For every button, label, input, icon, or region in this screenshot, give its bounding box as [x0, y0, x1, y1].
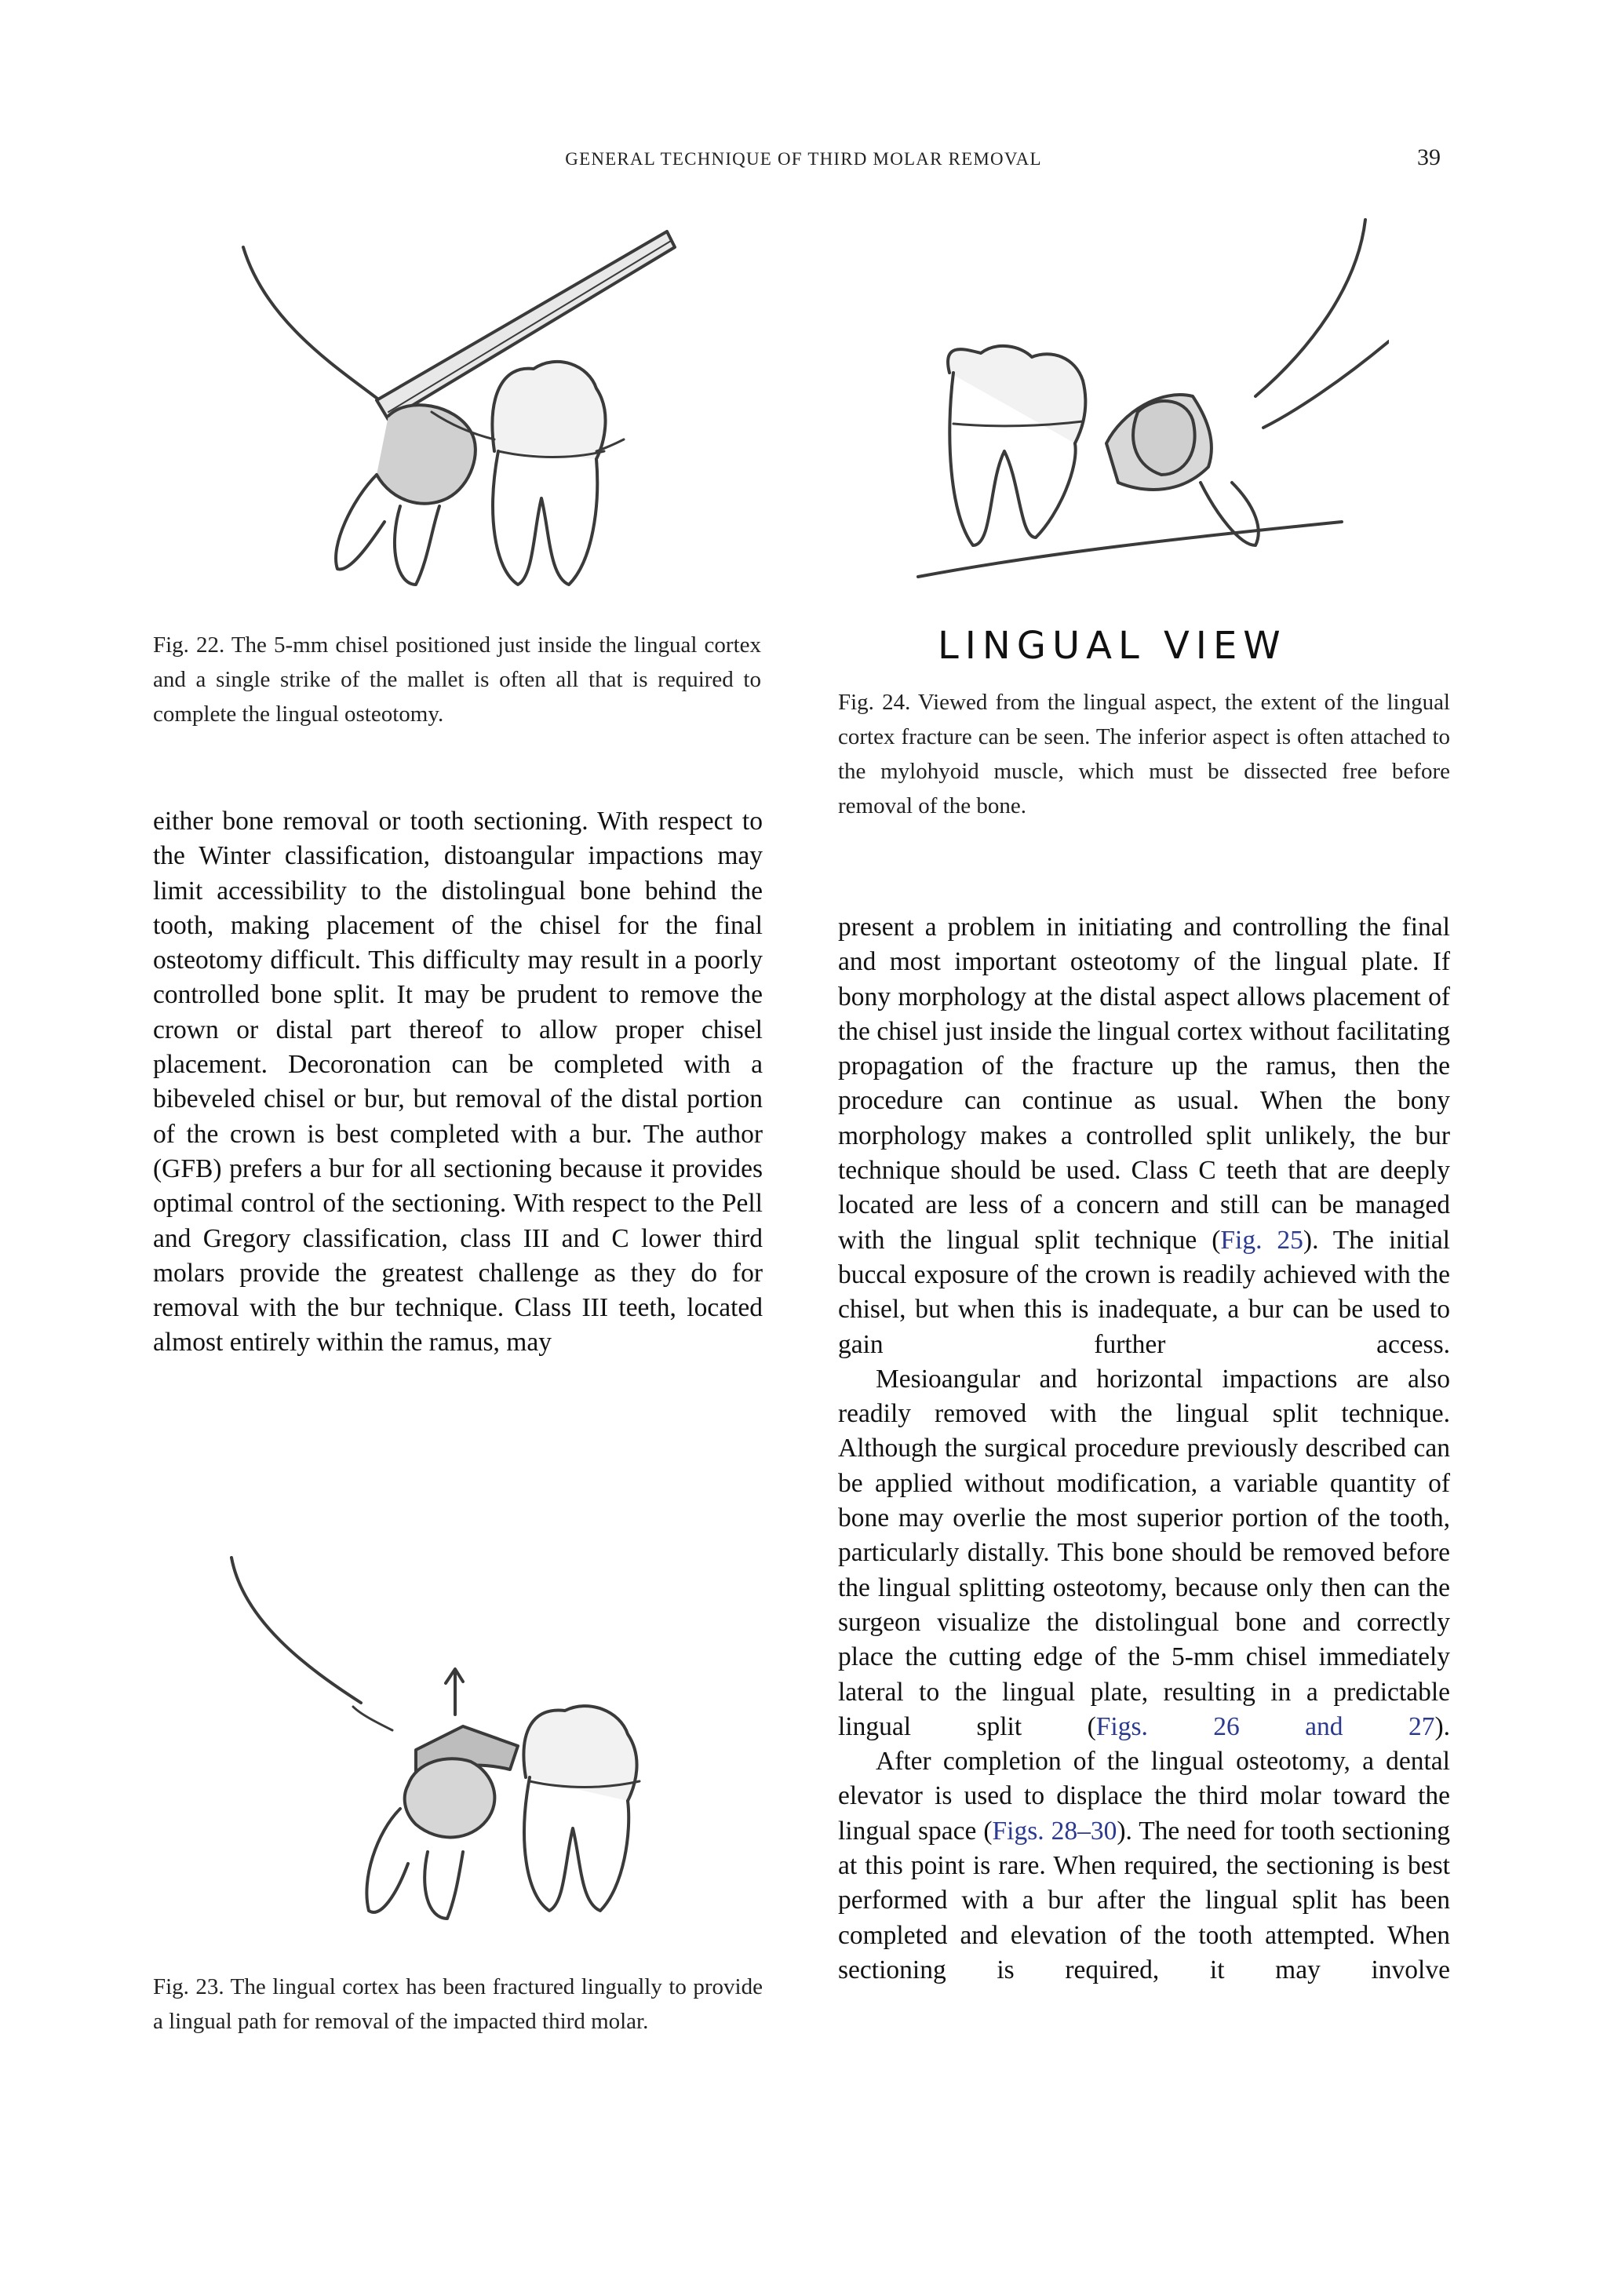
figs28-30-link[interactable]: Figs. 28–30: [992, 1816, 1117, 1846]
fig24-caption: Fig. 24. Viewed from the lingual aspect, the extent of the lingual cortex fracture can be seen. The inferior aspect is often attached to the mylohyoid muscle, which must be dissected free before removal of the bone.: [838, 690, 1450, 818]
fig25-link[interactable]: Fig. 25: [1220, 1225, 1303, 1255]
right-column-text: [838, 910, 1450, 1988]
fig24-illustration: [902, 216, 1389, 616]
p3-text-end: ). The need for tooth sectioning at this point is rare. When required, the sectioning is best performed with a bur after the lingual split has been completed and elevation of the tooth attempted. When sectioning is required, it may involve: [838, 1816, 1450, 1984]
running-head: GENERAL TECHNIQUE OF THIRD MOLAR REMOVAL: [565, 149, 1042, 169]
fig23-illustration: [220, 1550, 706, 1958]
p2-text: Mesioangular and horizontal impactions are also readily removed with the lingual split technique. Although the surgical procedure previously described can be applied without modification, a variable quantity of bone may overlie the most superior portion of the tooth, particularly distally. This bone should be removed before the lingual splitting osteotomy, because only then can the surgeon visualize the distolingual bone and correctly place the cutting edge of the 5-mm chisel immediately lateral to the lingual plate, resulting in a predictable lingual split (: [838, 1364, 1450, 1741]
fig23-caption: Fig. 23. The lingual cortex has been fractured lingually to provide a lingual path for removal of the impacted third molar.: [153, 1974, 763, 2034]
fig24-label: LINGUAL VIEW: [938, 624, 1287, 668]
p2-text-end: ).: [1434, 1711, 1450, 1741]
p3-text: After completion of the lingual osteotomy, a dental elevator is used to displace the third molar toward the lingual space (: [838, 1747, 1450, 1846]
right-paragraph-1: [838, 910, 1450, 1362]
left-column-text: [153, 804, 763, 1361]
left-paragraph: either bone removal or tooth sectioning. With respect to the Winter classification, distoangular impactions may limit accessibility to the distolingual bone behind the tooth, making placement of the chisel for the final osteotomy difficult. This difficulty may result in a poorly controlled bone split. It may be prudent to remove the crown or distal part thereof to allow proper chisel placement. Decoronation can be completed with a bibeveled chisel or bur, but removal of the distal portion of the crown is best completed with a bur. The author (GFB) prefers a bur for all sectioning because it provides optimal control of the sectioning. With respect to the Pell and Gregory classification, class III and C lower third molars provide the greatest challenge as they do for removal with the bur technique. Class III teeth, located almost entirely within the ramus, may: [153, 807, 763, 1358]
fig22-illustration: [220, 216, 706, 612]
p1-text: present a problem in initiating and controlling the final and most important osteotomy of the lingual plate. If bony morphology at the distal aspect allows placement of the chisel just inside the lingual cortex without facilitating propagation of the fracture up the ramus, then the procedure can continue as usual. When the bony morphology makes a controlled split unlikely, the bur technique should be used. Class C teeth that are deeply located are less of a concern and still can be managed with the lingual split technique (: [838, 913, 1450, 1255]
right-paragraph-2: [838, 1362, 1450, 1744]
fig22-caption: Fig. 22. The 5-mm chisel positioned just inside the lingual cortex and a single strike of the mallet is often all that is required to complete the lingual osteotomy.: [153, 632, 761, 727]
p1-text-end: ). The initial buccal exposure of the crown is readily achieved with the chisel, but when this is inadequate, a bur can be used to gain further access.: [838, 1225, 1450, 1359]
page-number: 39: [1417, 144, 1441, 170]
right-paragraph-3: [838, 1744, 1450, 1988]
figs26-27-link[interactable]: Figs. 26 and 27: [1095, 1711, 1435, 1741]
